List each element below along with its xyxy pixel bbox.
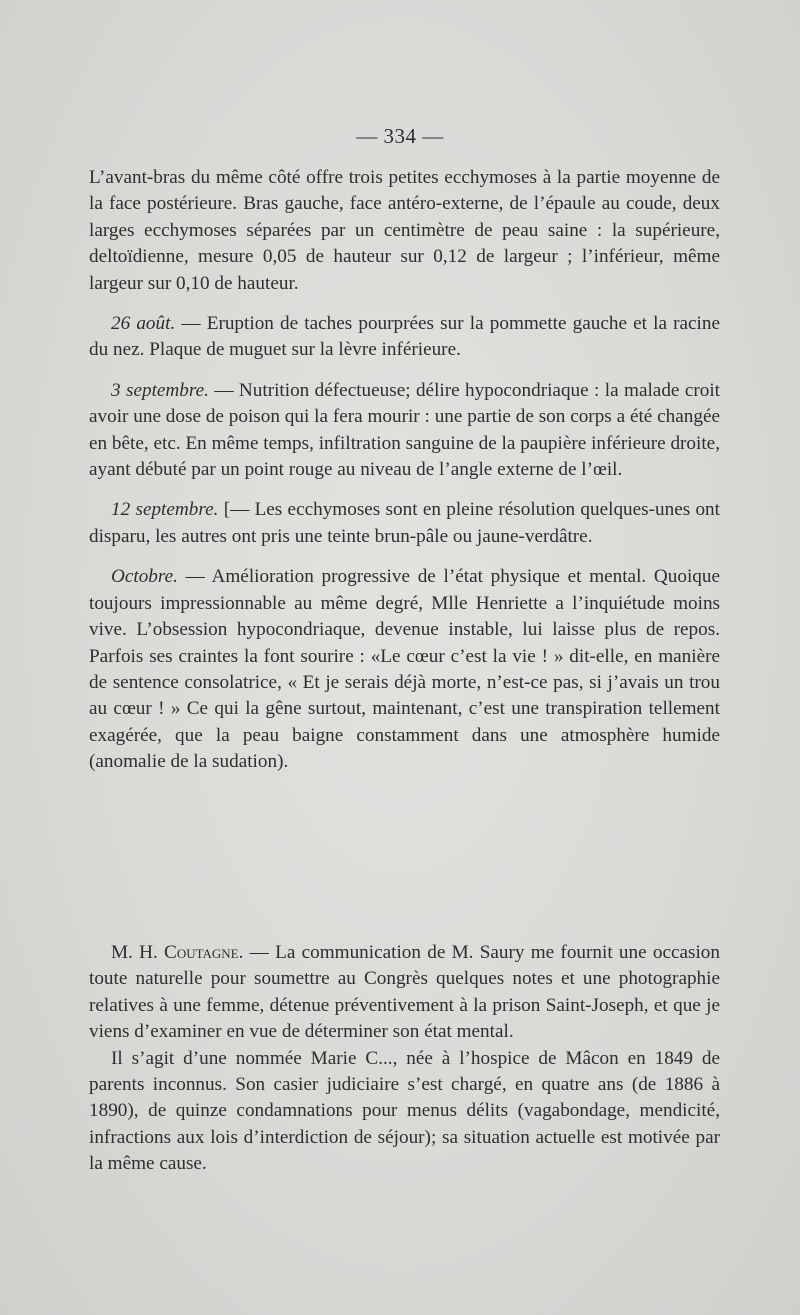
entry-4 <box>89 564 720 775</box>
entry-3 <box>89 497 720 550</box>
entry-3-text: [— Les ecchymoses sont en pleine résolution quelques-unes ont disparu, les autres ont pris une teinte brun-pâle ou jaune-verdâtre. <box>89 499 720 547</box>
entry-1 <box>89 311 720 364</box>
entry-1-text: — Eruption de taches pourprées sur la pommette gauche et la racine du nez. Plaque de muguet sur la lèvre inférieure. <box>89 313 720 361</box>
entry-4-text: — Amélioration progressive de l’état physique et mental. Quoique toujours impressionnable au même degré, Mlle Henriette a l’inquiétude moins vive. L’obsession hypocondriaque, devenue instable, lui laisse plus de repos. Parfois ses craintes la font sourire : «Le cœur c’est la vie ! » dit-elle, en manière de sentence consolatrice, « Et je serais déjà morte, n’est-ce pas, si j’avais un trou au cœur ! » Ce qui la gêne surtout, maintenant, c’est une transpiration tellement exagérée, que la peau baigne constamment dans une atmosphère humide (anomalie de la sudation). <box>89 566 720 773</box>
entry-4-date: Octobre. <box>111 566 178 588</box>
communication-paragraph-1-text: . — La communication de M. Saury me fournit une occasion toute naturelle pour soumettre au Congrès quelques notes et une photographie relatives à une femme, détenue préventivement à la prison Saint-Joseph, et que je viens d’examiner en vue de déterminer son état mental. <box>89 942 720 1043</box>
speaker-prefix: M. H. <box>111 942 165 963</box>
entry-2 <box>89 378 720 484</box>
entry-2-date: 3 septembre. <box>111 379 209 401</box>
entry-3-date: 12 septembre. <box>111 499 219 521</box>
entry-1-date: 26 août. <box>111 313 176 335</box>
communication-paragraph-2 <box>89 1046 720 1178</box>
entry-0-text: L’avant-bras du même côté offre trois petites ecchymoses à la partie moyenne de la face postérieure. Bras gauche, face antéro-externe, de l’épaule au coude, deux larges ecchymoses séparées par un centimètre de peau saine : la supérieure, deltoïdienne, mesure 0,05 de hauteur sur 0,12 de largeur ; l’inférieur, même largeur sur 0,10 de hauteur. <box>89 167 720 294</box>
page-number: — 334 — <box>356 124 444 148</box>
entry-2-text: — Nutrition défectueuse; délire hypocondriaque : la malade croit avoir une dose de poison qui la fera mourir : une partie de son corps a été changée en bête, etc. En même temps, infiltration sanguine de la paupière inférieure droite, ayant débuté par un point rouge au niveau de l’angle externe de l’œil. <box>89 379 720 481</box>
speaker-name: Coutagne <box>164 942 239 963</box>
communication-paragraph-2-text: Il s’agit d’une nommée Marie C..., née à l’hospice de Mâcon en 1849 de parents inconnus. Son casier judiciaire s’est chargé, en quatre ans (de 1886 à 1890), de quinze condamnations pour menus délits (vagabondage, mendicité, infractions aux lois d’interdiction de séjour); sa situation actuelle est motivée par la même cause. <box>89 1047 720 1175</box>
case-notes <box>89 165 720 776</box>
communication-paragraph-1 <box>89 940 720 1046</box>
communication-section <box>89 940 720 1178</box>
entry-0 <box>89 165 720 297</box>
